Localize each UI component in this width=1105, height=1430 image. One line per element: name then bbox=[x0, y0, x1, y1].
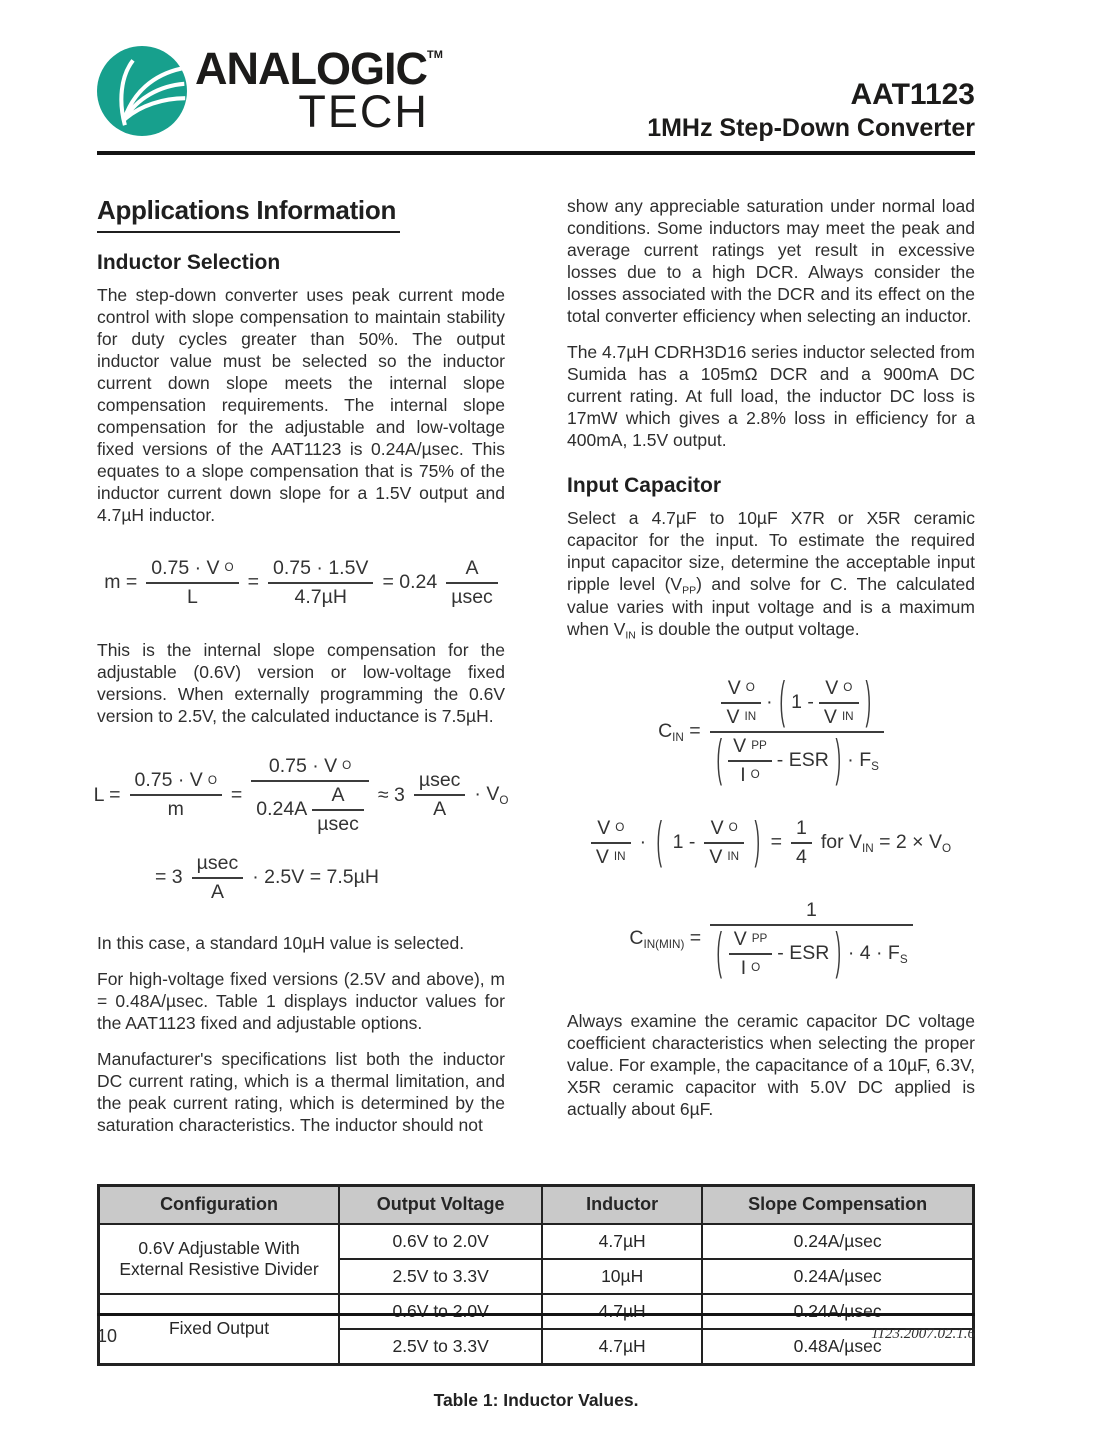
table-row bbox=[99, 1224, 974, 1259]
table-header-row bbox=[99, 1186, 974, 1224]
logo-tech-text: TECH bbox=[298, 86, 429, 138]
paragraph-adjustable-version: This is the internal slope compensation for the adjustable (0.6V) version or low-voltage fixed versions. When externally programming the 0.6V version to 2.5V, the calculated inductance is 7.5µH. bbox=[97, 639, 505, 726]
paragraph-high-voltage: For high-voltage fixed versions (2.5V and above), m = 0.48A/µsec. Table 1 displays inductor values for the AAT1123 fixed and adjustable options. bbox=[97, 968, 505, 1033]
table-caption: Table 1: Inductor Values. bbox=[433, 1389, 639, 1410]
section-title-applications-information: Applications Information bbox=[97, 195, 400, 233]
table-cell-config-fixed: Fixed Output bbox=[99, 1294, 340, 1365]
formula-inductance-line2: = 3 $\frac{\text{µsec}}{A}$ · 2.5V = 7.5µH bbox=[155, 851, 379, 903]
formula-cin-min: $C_{IN(MIN)}$ = 1 ( V PP I O - ESR ) · $4 \cdot F_S$ bbox=[567, 899, 975, 980]
table-cell: 0.6V to 2.0V bbox=[339, 1294, 542, 1329]
heading-inductor-selection: Inductor Selection bbox=[97, 251, 281, 274]
paragraph-manufacturer-specs: Manufacturer's specifications list both the inductor DC current rating, which is a thermal limitation, and the peak current rating, which is determined by the saturation characteristics. The inductor should not bbox=[97, 1048, 505, 1136]
table-cell-config-adjustable: 0.6V Adjustable With External Resistive Divider bbox=[99, 1224, 340, 1294]
table-header-configuration: Configuration bbox=[99, 1186, 340, 1224]
paragraph-select-capacitor: Select a 4.7µF to 10µF X7R or X5R ceramic capacitor for the input. To estimate the required input capacitor size, determine the acceptable input ripple level $(V_{PP})$ and solve for C. The calculated value varies with input voltage and is a maximum when $V_{IN}$ is double the output voltage. bbox=[567, 507, 975, 642]
logo-analogic-text: ANALOGIC™ bbox=[195, 43, 443, 94]
document-title-block bbox=[647, 46, 975, 143]
table-cell: 4.7µH bbox=[542, 1224, 702, 1259]
body-columns bbox=[93, 195, 975, 1150]
inductor-values-table-section bbox=[97, 1184, 975, 1411]
page-header bbox=[97, 43, 975, 143]
paragraph-standard-value: In this case, a standard 10µH value is selected. bbox=[97, 932, 465, 953]
left-column bbox=[93, 195, 509, 1150]
table-cell: 0.24A/µsec bbox=[702, 1224, 973, 1259]
table-cell: 0.24A/µsec bbox=[702, 1294, 973, 1329]
analogictech-logo bbox=[97, 43, 443, 138]
part-number: AAT1123 bbox=[850, 78, 975, 111]
formula-ripple-quarter: V O V IN · ( 1 - V O V IN ) = $\frac{1}{4}$ for $V_{IN} = 2 \times V_O$ bbox=[567, 817, 975, 869]
table-cell: 2.5V to 3.3V bbox=[339, 1259, 542, 1294]
table-cell: 0.6V to 2.0V bbox=[339, 1224, 542, 1259]
formula-inductance-line1: L = 0.75 · V O m = 0.75 · V O 0.24A $\frac{A}{\text{µsec}}$ ≈ 3 $\frac{\text{µsec}}{A}$ · $V_O$ bbox=[93, 754, 509, 835]
table-cell: 0.24A/µsec bbox=[702, 1259, 973, 1294]
table-cell: 4.7µH bbox=[542, 1329, 702, 1365]
table-header-output-voltage: Output Voltage bbox=[339, 1186, 542, 1224]
formula-inductance bbox=[93, 754, 509, 904]
trademark-symbol: TM bbox=[427, 49, 443, 61]
formula-slope-compensation: m = 0.75 · V O L = $\frac{0.75 \cdot 1.5V}{\text{4.7µH}}$ = 0.24 $\frac{A}{\text{µsec}}$ bbox=[97, 557, 505, 609]
paragraph-saturation: show any appreciable saturation under normal load conditions. Some inductors may meet the peak and average current ratings yet result in excessive losses due to a high DCR. Always consider the losses associated with the DCR and its effect on the total converter efficiency when selecting an inductor. bbox=[567, 196, 975, 327]
header-divider bbox=[97, 151, 975, 155]
paragraph-dc-voltage-coefficient: Always examine the ceramic capacitor DC voltage coefficient characteristics when selecting the proper value. For example, the capacitance of a 10µF, 6.3V, X5R ceramic capacitor with 5.0V DC applied is actually about 6µF. bbox=[567, 1010, 975, 1119]
page-footer bbox=[97, 1313, 975, 1347]
logo-wordmark bbox=[195, 43, 443, 138]
leaf-logo-icon bbox=[97, 46, 187, 136]
product-subtitle: 1MHz Step-Down Converter bbox=[647, 114, 975, 142]
page-number: 10 bbox=[97, 1326, 118, 1346]
table-header-slope-compensation: Slope Compensation bbox=[702, 1186, 973, 1224]
table-cell: 2.5V to 3.3V bbox=[339, 1329, 542, 1365]
paragraph-slope-intro: The step-down converter uses peak current mode control with slope compensation to maintain stability for duty cycles greater than 50%. The output inductor value must be selected so the inductor current down slope meets the internal slope compensation requirements. The internal slope compensation for the adjustable and low-voltage fixed versions of the AAT1123 is 0.24A/µsec. This equates to a slope compensation that is 75% of the inductor current down slope for a 1.5V output and 4.7µH inductor. bbox=[97, 285, 505, 526]
formula-cin: $C_{IN}$ = V O V IN · ( 1 - V O V IN ) ( V PP I O - ESR ) · $F_S$ bbox=[567, 677, 975, 787]
table-header-inductor: Inductor bbox=[542, 1186, 702, 1224]
table-cell: 10µH bbox=[542, 1259, 702, 1294]
heading-input-capacitor: Input Capacitor bbox=[567, 473, 722, 497]
document-code: 1123.2007.02.1.6 bbox=[871, 1326, 975, 1342]
right-column bbox=[567, 195, 975, 1150]
table-cell: 4.7µH bbox=[542, 1294, 702, 1329]
table-cell: 0.48A/µsec bbox=[702, 1329, 973, 1365]
paragraph-cdrh3d16: The 4.7µH CDRH3D16 series inductor selected from Sumida has a 105mΩ DCR and a 900mA DC current rating. At full load, the inductor DC loss is 17mW which gives a 2.8% loss in efficiency for a 400mA, 1.5V output. bbox=[567, 342, 975, 451]
